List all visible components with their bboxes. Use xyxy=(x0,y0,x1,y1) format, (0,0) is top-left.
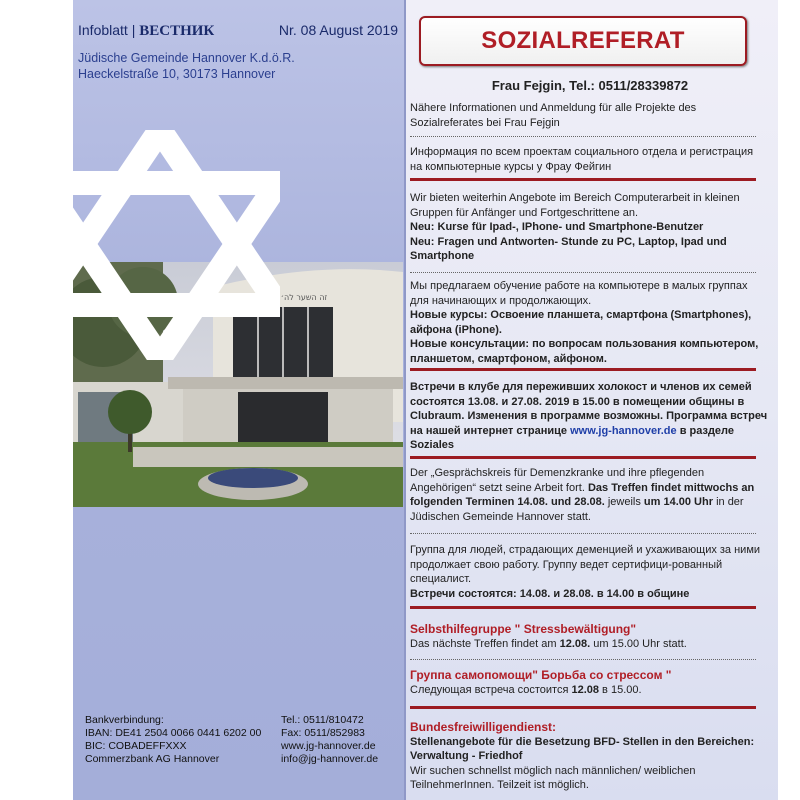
dementia-ru: Группа для людей, страдающих деменцией и ухаживающих за ними продолжает свою работу. Группу ведет сертифици-рованный специалист. Встречи состоятся: 14.08. и 28.08. в 14.00 в общине xyxy=(410,544,761,600)
website-link[interactable]: www.jg-hannover.de xyxy=(281,740,376,752)
website-link[interactable]: www.jg-hannover.de xyxy=(570,424,677,437)
computer-ru: Мы предлагаем обучение работе на компьютере в малых группах для начинающих и продолжающих. Новые курсы: Освоение планшета, смартфона (Smartphones), айфона (iPhone). Новые консультации: по вопросам пользования компьютером, планшетом, смартфоном, айфоном. xyxy=(410,280,759,365)
divider xyxy=(410,533,756,534)
organization-address: Haeckelstraße 10, 30173 Hannover xyxy=(78,67,276,81)
section-rule xyxy=(410,706,756,709)
section-rule xyxy=(410,606,756,609)
divider xyxy=(410,136,756,137)
hebrew-inscription: זה השער לה׳ צדיקים יבאו בו xyxy=(228,293,328,302)
divider xyxy=(410,272,756,273)
divider xyxy=(410,659,756,660)
bank-details: Bankverbindung: IBAN: DE41 2504 0066 0441 6202 00 BIC: COBADEFFXXX Commerzbank AG Hannover xyxy=(85,714,262,765)
section-rule xyxy=(410,368,756,371)
section-rule xyxy=(410,178,756,181)
stress-ru: Группа самопомощи" Борьба со стрессом " Следующая встреча состоится 12.08 в 15.00. xyxy=(410,668,672,696)
star-of-david-icon xyxy=(40,130,280,360)
info-ru: Информация по всем проектам социального отдела и регистрация на компьютерные курсы у Фрау Фейгин xyxy=(410,146,754,173)
email-link[interactable]: info@jg-hannover.de xyxy=(281,753,379,765)
issue-number: Nr. 08 August 2019 xyxy=(278,22,398,38)
section-rule xyxy=(410,456,756,459)
section-banner: SOZIALREFERAT xyxy=(419,16,747,66)
club-meetings: Встречи в клубе для переживших холокост и членов их семей состоятся 13.08. и 27.08. 2019 в 15.00 в помещении общины в Clubraum. Изменения в программе возможны. Программа встреч на нашей интернет странице www.jg-hannover.de в разделе Soziales xyxy=(410,381,768,451)
organization-name: Jüdische Gemeinde Hannover K.d.ö.R. xyxy=(78,51,295,65)
stress-de: Selbsthilfegruppe " Stressbewältigung" Das nächste Treffen findet am 12.08. um 15.00 Uhr statt. xyxy=(410,622,687,650)
contact-details: Tel.: 0511/810472 Fax: 0511/852983 www.jg-hannover.de info@jg-hannover.de xyxy=(281,714,379,765)
masthead-title: Infoblatt | ВЕСТНИК xyxy=(78,22,215,39)
computer-de: Wir bieten weiterhin Angebote im Bereich Computerarbeit in kleinen Gruppen für Anfänger und Fortgeschrittene an. Neu: Kurse für Ipad-, IPhone- und Smartphone-Benutzer Neu: Fragen und Antworten- Stunde zu PC, Laptop, Ipad und Smartphone xyxy=(410,192,740,262)
bfd-section: Bundesfreiwilligendienst: Stellenangebote für die Besetzung BFD- Stellen in den Bereichen: Verwaltung - Friedhof Wir suchen schnellst möglich nach männlichen/ weiblichen TeilnehmerInnen. Teilzeit ist möglich. xyxy=(410,720,755,791)
dementia-de: Der „Gesprächskreis für Demenzkranke und ihre pflegenden Angehörigen“ setzt seine Arbeit fort. Das Treffen findet mittwochs an folgenden Terminen 14.08. und 28.08. jeweils um 14.00 Uhr in der Jüdischen Gemeinde Hannover statt. xyxy=(410,467,755,523)
info-de: Nähere Informationen und Anmeldung für alle Projekte des Sozialreferates bei Frau Fejgin xyxy=(410,102,697,129)
contact-line: Frau Fejgin, Tel.: 0511/28339872 xyxy=(491,78,689,93)
